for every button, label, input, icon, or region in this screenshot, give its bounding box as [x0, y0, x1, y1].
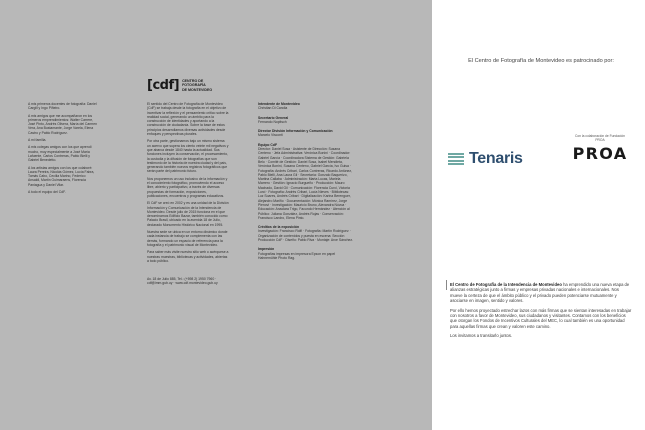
dedication-paragraph: A mis amigos que me acompañaron en los primeros emprendimientos: Walter Carrere, José Pinto, Andrés Olivera, María del Carmen Vera, Ana Bustamante, Jorge Varela, Elena Castro y Pablo Rodríguez.	[28, 113, 97, 135]
sponsor-heading: El Centro de Fotografía de Montevideo es patrocinado por:	[468, 58, 614, 64]
dedication-paragraph: A mis primeros docentes de fotografía: Daniel Cargill y Ingo Piñeiro.	[28, 102, 97, 111]
credit-body: Fotografías impresas en impresora Epson en papel Hahnemühle Photo Rag.	[258, 251, 336, 260]
credit-title: Equipo CdF	[258, 142, 278, 147]
sponsor-text: ha emprendido una nueva etapa de alianzas estratégicas junto a firmas y empresas privadas nacionales e internacionales. Nos mueve la certeza de que el ámbito público y el privado pueden potenciarse mutuamente y asociarse en imagen, sentido y valores.	[450, 282, 630, 304]
about-paragraph: Nuestra sede se ubica en un entorno dinámico donde cada instancia de trabajo se complementa con las demás, formando un espacio de referencia para la fotografía y el patrimonio visual de Montevideo.	[147, 230, 228, 247]
dedication-paragraph: A mi familia.	[28, 138, 47, 143]
credit-title: Impresión	[258, 247, 275, 252]
sponsor-paragraph: Por ello hemos proyectado estrechar lazos con más firmas que se sientan interesadas en trabajar con nosotros a favor de Montevideo, sus ciudadanos y visitantes. Contamos con los beneficios que otorgan los Fondos de Incentivos Culturales del MEC, lo cual también es una oportunidad para aquellas firmas que crean y valoren este camino.	[450, 307, 632, 329]
about-paragraph: El CdF se creó en 2002 y es una unidad de la División Información y Comunicación de la Intendencia de Montevideo. Desde julio de 2015 funciona en el que denominamos Edificio Bazar, también conocido como Palacio Brasil, ubicado en la avenida 18 de Julio, declarado Monumento Histórico Nacional en 1995.	[147, 201, 229, 227]
credit-title: Director División Información y Comunicación	[258, 129, 333, 134]
credit-name: Christian Di Candia	[258, 106, 288, 111]
credit-title: Créditos de la exposición	[258, 225, 300, 230]
dedication-column	[28, 102, 98, 197]
credit-block	[258, 143, 353, 220]
cdf-logo-line: FOTOGRAFÍA	[182, 83, 206, 88]
sponsor-highlight: El Centro de Fotografía de la Intendencia de Montevideo	[450, 282, 562, 287]
about-cdf-column	[147, 102, 229, 289]
dedication-paragraph: A todo el equipo del CdF.	[28, 190, 66, 195]
dedication-paragraph: A mis colegas amigos con los que aprendí mucho, muy especialmente a José María Lafuente, Carlos Contreras, Pablo Bielli y Gabriel Benedetto.	[28, 145, 92, 163]
credit-block	[258, 102, 353, 111]
about-paragraph: Por otra parte, gestionamos bajo un mismo sistema un acervo que supera los ciento veinte mil negativos y que abarca desde 1840 hasta la actualidad. Sus funciones incluyen la conservación, el procesamiento, la custodia y la difusión de fotografías que son testimonio de la historia de nuestra ciudad y del país, generando también nuevos registros fotográficos que serán parte del patrimonio futuro.	[147, 139, 229, 174]
credit-title: Secretario General	[258, 115, 289, 120]
credits-column	[258, 102, 353, 265]
about-paragraph: Para saber más visite nuestro sitio web o acérquese a nuestras muestras, bibliotecas y actividades, abiertas a todo público.	[147, 250, 229, 263]
proa-logo	[570, 134, 630, 163]
credit-block	[258, 247, 353, 260]
credit-body: Investigación: Francisco Rolfi · Fotografía: Martín Rodríguez · Organización de contenidos y puesta en escena: Sección Producción CdF · Diseño: Pablo Riva · Montaje: Arce Sánchez.	[258, 229, 353, 243]
cdf-logo-line: DE MONTEVIDEO	[182, 87, 213, 92]
proa-caption: Con la colaboración de Fundación PROA	[574, 134, 626, 143]
proa-wordmark: PROA	[572, 144, 628, 164]
credit-block	[258, 116, 353, 125]
contact-footer: Av. 18 de Julio 885, Tel.: (+598 2) 1950 7960 · cdf@imm.gub.uy · www.cdf.montevideo.gub.uy	[147, 277, 218, 286]
credit-block	[258, 129, 353, 138]
tenaris-stripes-icon	[448, 153, 464, 165]
cdf-logo-text	[182, 79, 212, 92]
cdf-logo-mark: [cdf]	[147, 78, 180, 93]
sponsor-paragraph: Los invitamos a transitarlo juntos.	[450, 333, 513, 339]
tenaris-wordmark: Tenaris	[469, 150, 523, 167]
credit-name: Marcelo Visconti	[258, 133, 283, 138]
cdf-logo-line: CENTRO DE	[182, 79, 204, 84]
credit-body: Director: Daniel Sosa · Asistente de Dirección: Susana Centeno · Jefa Administrativa: Verónica Bonini · Coordinador: Gabriel García · Coordinadora Sistema de Gestión: Gabriela Belo · Comité de Gestión: Daniel Sosa, Isabel Mendieta, Verónica Bonini, Susana Centeno, Gabriel García, Ivo Guisa · Fotografía: Andrés Cribari, Carlos Contreras, Ricardo Antúnez, Pablo Bielli, Ana Laura Gil · Secretaría: Gonzalo Baquerizo, Martina Callaba · Administración: Marta Lucas, Mariela Marrero · Gestión: Ignacio Burgueño · Producción: Mauro Machado, David Gil · Comunicación: Florencia Curci, Victoria Lurci · Fotografía: Andrés Cribari, Lucía Nieves · Bibliotecas: Luz Soares, Andrés Cribari · Digitalización: Karina Berenguer, Alejandro Mariño · Documentación: Mónica Ramírez, Jorge Pienovi · Investigación: Mauricio Bruno, Alexandra Nóvoa · Educación: Anaclara Trigo, Facundo Hernández · Atención al Público: Juliana González, Andrés Rojas · Conservación: Francisco Landro, Elena Pinto.	[258, 147, 353, 220]
credit-title: Intendente de Montevideo	[258, 102, 300, 106]
dedication-paragraph: A los artistas amigos con los que colaboré: Laura Pereira, Nicolás Gómez, Lucía Fabra, Tomás Cabo, Cecilia Marino, Federico Ansaldi, Martín Guimaraens, Florencia Paniagua y Daniel Vilar.	[28, 165, 95, 187]
about-paragraph: El sentido del Centro de Fotografía de Montevideo (CdF) se trabaja desde la fotografía en el objetivo de incentivar la reflexión y el pensamiento crítico sobre la realidad social, generando un ámbito para la construcción de identidades y aportando a la construcción de ciudadanía. Sobre la base de estos principios desarrollamos diversas actividades desde enfoques y perspectivas plurales.	[147, 102, 229, 137]
credit-name: Fernando Nopitsch	[258, 119, 287, 124]
credit-block	[258, 225, 353, 242]
sponsor-paragraph	[450, 282, 632, 304]
tenaris-logo	[448, 150, 523, 168]
cdf-logo	[147, 78, 212, 93]
sponsor-body	[446, 282, 632, 343]
about-paragraph: Nos proponemos un uso inclusivo de la información y el conocimiento fotográfico, promoviendo el acceso libre, abierto y participativo, a través de diversas propuestas de formación, exposiciones, publicaciones, encuentros y programas educativos.	[147, 176, 228, 198]
